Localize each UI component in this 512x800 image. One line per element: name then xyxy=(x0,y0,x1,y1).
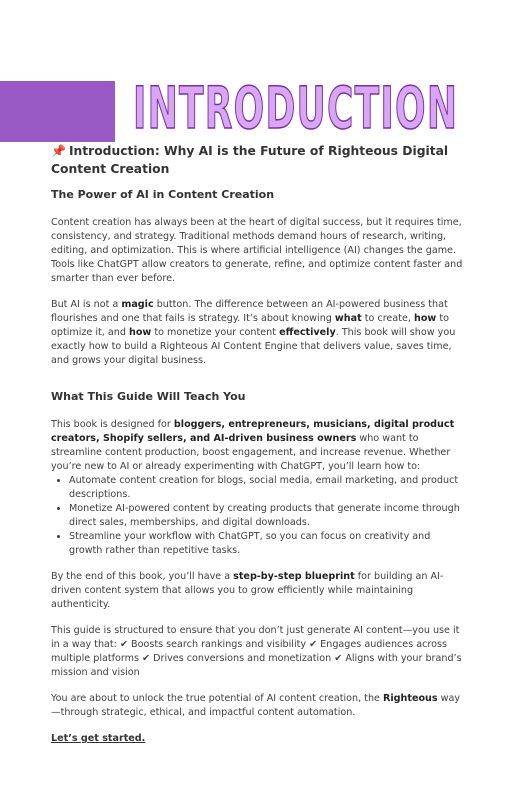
section-heading-power: The Power of AI in Content Creation xyxy=(51,188,275,201)
accent-block xyxy=(0,81,115,142)
document-body xyxy=(51,142,463,746)
paragraph-audience: This book is designed for bloggers, entrepreneurs, musicians, digital product creators, Shopify sellers, and AI-driven business owners who want to streamline content production, boost engagement, and increase revenue. Whether you’re new to AI or already experimenting with ChatGPT, you’ll learn how to: xyxy=(51,419,455,472)
paragraph-intro: Content creation has always been at the heart of digital success, but it requires time, consistency, and strategy. Traditional methods demand hours of research, writing, editing, and optimization. This is where artificial intelligence (AI) changes the game. Tools like ChatGPT allow creators to generate, refine, and optimize content faster and smarter than ever before. xyxy=(51,217,463,284)
paragraph-unlock: You are about to unlock the true potential of AI content creation, the Righteous way—through strategic, ethical, and impactful content automation. xyxy=(51,693,461,718)
paragraph-blueprint: By the end of this book, you’ll have a step-by-step blueprint for building an AI-driven content system that allows you to grow efficiently while maintaining authenticity. xyxy=(51,571,444,610)
benefit-list xyxy=(51,474,463,558)
closing-line: Let’s get started. xyxy=(51,733,146,744)
paragraph-strategy: But AI is not a magic button. The difference between an AI-powered business that flourishes and one that fails is strategy. It’s about knowing what to create, how to optimize it, and how to monetize your content effectively. This book will show you exactly how to build a Righteous AI Content Engine that delivers value, saves time, and grows your digital business. xyxy=(51,299,456,366)
list-item: • Monetize AI-powered content by creating products that generate income through direct sales, memberships, and digital downloads. xyxy=(69,502,463,530)
list-item: • Streamline your workflow with ChatGPT, so you can focus on creativity and growth rather than repetitive tasks. xyxy=(69,530,463,558)
list-item: • Automate content creation for blogs, social media, email marketing, and product descriptions. xyxy=(69,474,463,502)
section-heading-guide: What This Guide Will Teach You xyxy=(51,390,246,403)
pushpin-icon: 📌 xyxy=(51,144,66,158)
banner-title: INTRODUCTION xyxy=(133,74,459,142)
paragraph-structure: This guide is structured to ensure that you don’t just generate AI content—you use it in a way that: ✔ Boosts search rankings and visibility ✔ Engages audiences across multiple platforms ✔ Drives conversions and monetization ✔ Aligns with your brand’s mission and vision xyxy=(51,625,462,678)
main-heading-text: Introduction: Why AI is the Future of Righteous Digital Content Creation xyxy=(51,144,449,176)
main-heading xyxy=(51,142,463,178)
